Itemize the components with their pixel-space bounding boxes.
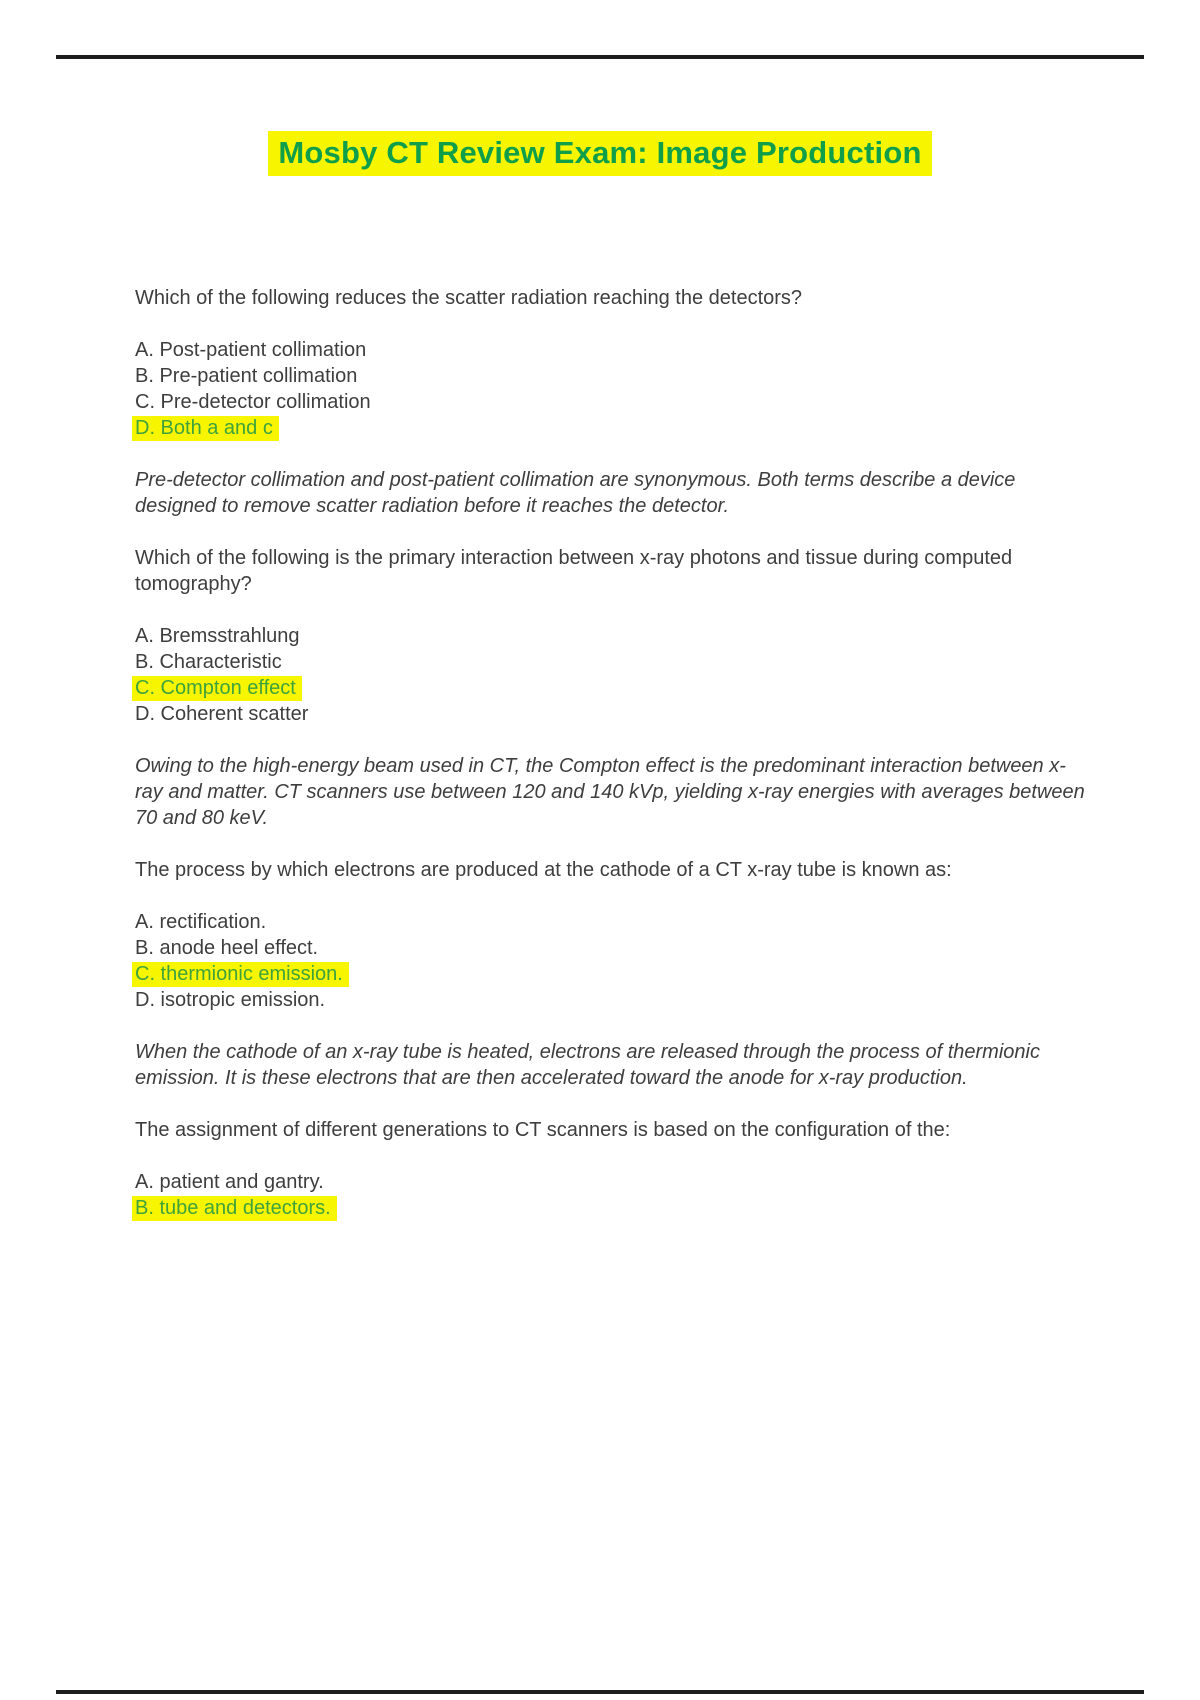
options: [135, 1169, 1093, 1221]
option-label: A. Bremsstrahlung: [135, 625, 300, 647]
question-text: Which of the following reduces the scatter radiation reaching the detectors?: [135, 287, 803, 309]
option-label: C. Compton effect: [132, 676, 302, 701]
option: [135, 987, 1093, 1013]
option-correct-answer: [135, 415, 1093, 441]
options: [135, 337, 1093, 441]
explanation: When the cathode of an x-ray tube is heated, electrons are released through the process of thermionic emission. It is these electrons that are then accelerated toward the anode for x-ray production.: [135, 1041, 1040, 1089]
option-label: B. Characteristic: [135, 651, 282, 673]
bottom-rule: [56, 1690, 1144, 1694]
option: [135, 389, 1093, 415]
option-label: A. rectification.: [135, 911, 267, 933]
option-label: A. patient and gantry.: [135, 1171, 324, 1193]
option: [135, 1169, 1093, 1195]
question-block: [135, 857, 1093, 1091]
question-block: [135, 285, 1093, 519]
option: [135, 935, 1093, 961]
explanation: Pre-detector collimation and post-patient collimation are synonymous. Both terms describe a device designed to remove scatter radiation before it reaches the detector.: [135, 469, 1016, 517]
explanation: Owing to the high-energy beam used in CT, the Compton effect is the predominant interaction between x-ray and matter. CT scanners use between 120 and 140 kVp, yielding x-ray energies with averages between 70 and 80 keV.: [135, 755, 1085, 829]
page-title: Mosby CT Review Exam: Image Production: [268, 131, 931, 176]
options: [135, 909, 1093, 1013]
questions: [135, 259, 1093, 1221]
option-label: B. anode heel effect.: [135, 937, 319, 959]
option: [135, 701, 1093, 727]
option-correct-answer: [135, 1195, 1093, 1221]
option: [135, 649, 1093, 675]
option-label: D. Coherent scatter: [135, 703, 309, 725]
option-label: C. Pre-detector collimation: [135, 391, 371, 413]
option: [135, 337, 1093, 363]
question-text: Which of the following is the primary interaction between x-ray photons and tissue during computed tomography?: [135, 547, 1013, 595]
top-rule: [56, 55, 1144, 59]
option-correct-answer: [135, 675, 1093, 701]
option-label: B. tube and detectors.: [132, 1196, 337, 1221]
question-block: [135, 545, 1093, 831]
option-label: D. isotropic emission.: [135, 989, 326, 1011]
option-label: C. thermionic emission.: [132, 962, 349, 987]
option: [135, 623, 1093, 649]
option-label: A. Post-patient collimation: [135, 339, 367, 361]
option-correct-answer: [135, 961, 1093, 987]
options: [135, 623, 1093, 727]
option: [135, 909, 1093, 935]
question-text: The assignment of different generations to CT scanners is based on the configuration of the:: [135, 1119, 951, 1141]
option-label: D. Both a and c: [132, 416, 279, 441]
question-text: The process by which electrons are produced at the cathode of a CT x-ray tube is known as:: [135, 859, 952, 881]
option: [135, 363, 1093, 389]
question-block: [135, 1117, 1093, 1221]
option-label: B. Pre-patient collimation: [135, 365, 358, 387]
title-row: [0, 131, 1200, 176]
